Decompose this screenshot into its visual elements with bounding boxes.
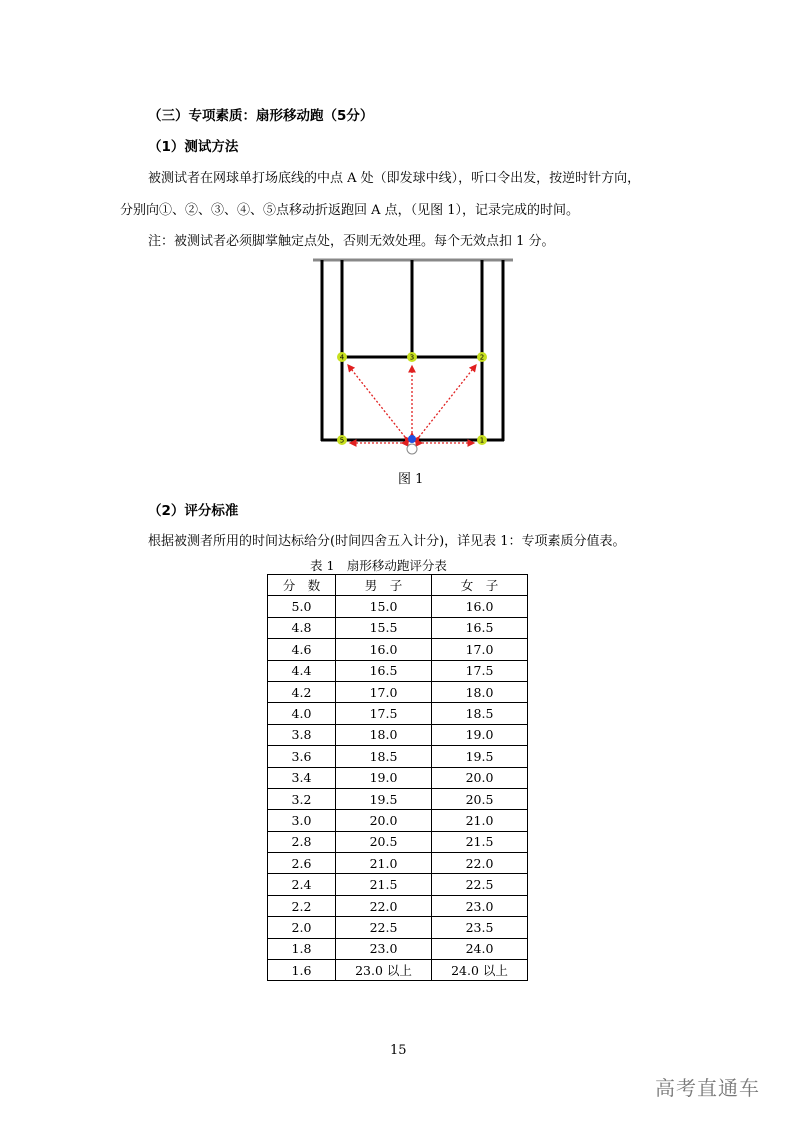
- point-1-label: 1: [479, 436, 485, 445]
- table-row: [268, 810, 528, 831]
- movement-arrows: [348, 365, 476, 443]
- male-time-cell: 15.0: [336, 596, 432, 617]
- score-cell: 4.0: [268, 703, 336, 724]
- table-row: [268, 853, 528, 874]
- male-time-cell: 16.0: [336, 639, 432, 660]
- score-cell: 3.0: [268, 810, 336, 831]
- male-time-cell: 20.5: [336, 831, 432, 852]
- table-row: [268, 596, 528, 617]
- point-2-label: 2: [479, 353, 485, 362]
- header-score: 分 数: [268, 575, 336, 596]
- table-header-row: [268, 575, 528, 596]
- point-3-label: 3: [409, 353, 415, 362]
- female-time-cell: 24.0 以上: [432, 960, 528, 981]
- table-row: [268, 767, 528, 788]
- male-time-cell: 21.5: [336, 874, 432, 895]
- score-cell: 2.2: [268, 895, 336, 916]
- paragraph-line: 分别向①、②、③、④、⑤点移动折返跑回 A 点，（见图 1），记录完成的时间。: [120, 203, 580, 218]
- point-5-label: 5: [339, 436, 345, 445]
- female-time-cell: 20.0: [432, 767, 528, 788]
- start-point-a: [408, 435, 416, 443]
- score-table: [267, 574, 528, 981]
- table-row: [268, 703, 528, 724]
- score-cell: 2.8: [268, 831, 336, 852]
- table-row: [268, 660, 528, 681]
- player-marker: [407, 444, 417, 454]
- male-time-cell: 16.5: [336, 660, 432, 681]
- note-text: 注：被测试者必须脚掌触定点处，否则无效处理。每个无效点扣 1 分。: [148, 234, 555, 249]
- female-time-cell: 16.5: [432, 617, 528, 638]
- point-4-label: 4: [339, 353, 345, 362]
- score-cell: 4.6: [268, 639, 336, 660]
- male-time-cell: 17.0: [336, 681, 432, 702]
- table-row: [268, 724, 528, 745]
- female-time-cell: 18.0: [432, 681, 528, 702]
- male-time-cell: 18.5: [336, 746, 432, 767]
- male-time-cell: 22.0: [336, 895, 432, 916]
- watermark: 高考直通车: [655, 1076, 760, 1100]
- table-row: [268, 960, 528, 981]
- score-cell: 5.0: [268, 596, 336, 617]
- score-cell: 2.6: [268, 853, 336, 874]
- paragraph-line: 被测试者在网球单打场底线的中点 A 处（即发球中线），听口令出发，按逆时针方向，: [148, 171, 641, 186]
- male-time-cell: 23.0 以上: [336, 960, 432, 981]
- female-time-cell: 16.0: [432, 596, 528, 617]
- female-time-cell: 21.5: [432, 831, 528, 852]
- table-row: [268, 895, 528, 916]
- female-time-cell: 21.0: [432, 810, 528, 831]
- female-time-cell: 23.5: [432, 917, 528, 938]
- table-row: [268, 746, 528, 767]
- male-time-cell: 22.5: [336, 917, 432, 938]
- female-time-cell: 24.0: [432, 938, 528, 959]
- table-row: [268, 938, 528, 959]
- score-cell: 4.8: [268, 617, 336, 638]
- paragraph-line: 根据被测者所用的时间达标给分(时间四舍五入计分)，详见表 1：专项素质分值表。: [148, 534, 626, 549]
- female-time-cell: 17.0: [432, 639, 528, 660]
- table-row: [268, 788, 528, 809]
- male-time-cell: 18.0: [336, 724, 432, 745]
- male-time-cell: 19.5: [336, 788, 432, 809]
- header-male: 男 子: [336, 575, 432, 596]
- subsection-title-scoring: （2）评分标准: [148, 503, 239, 519]
- score-cell: 3.4: [268, 767, 336, 788]
- subsection-title-test-method: （1）测试方法: [148, 139, 239, 155]
- table-row: [268, 831, 528, 852]
- male-time-cell: 23.0: [336, 938, 432, 959]
- male-time-cell: 21.0: [336, 853, 432, 874]
- header-female: 女 子: [432, 575, 528, 596]
- female-time-cell: 22.0: [432, 853, 528, 874]
- table-row: [268, 874, 528, 895]
- table-row: [268, 639, 528, 660]
- table-row: [268, 917, 528, 938]
- score-cell: 4.4: [268, 660, 336, 681]
- male-time-cell: 17.5: [336, 703, 432, 724]
- score-cell: 3.2: [268, 788, 336, 809]
- court-lines: [321, 260, 504, 441]
- section-heading: （三）专项素质：扇形移动跑（5分）: [148, 108, 374, 124]
- score-cell: 2.4: [268, 874, 336, 895]
- score-cell: 4.2: [268, 681, 336, 702]
- male-time-cell: 20.0: [336, 810, 432, 831]
- female-time-cell: 19.0: [432, 724, 528, 745]
- score-cell: 3.8: [268, 724, 336, 745]
- page-number: 15: [390, 1043, 407, 1058]
- table-row: [268, 617, 528, 638]
- score-cell: 2.0: [268, 917, 336, 938]
- female-time-cell: 18.5: [432, 703, 528, 724]
- female-time-cell: 17.5: [432, 660, 528, 681]
- female-time-cell: 23.0: [432, 895, 528, 916]
- table-caption: 表 1 扇形移动跑评分表: [310, 558, 447, 573]
- score-cell: 1.8: [268, 938, 336, 959]
- female-time-cell: 19.5: [432, 746, 528, 767]
- male-time-cell: 19.0: [336, 767, 432, 788]
- female-time-cell: 20.5: [432, 788, 528, 809]
- score-cell: 3.6: [268, 746, 336, 767]
- figure-caption: 图 1: [398, 472, 424, 487]
- score-cell: 1.6: [268, 960, 336, 981]
- court-diagram: [0, 0, 794, 500]
- table-row: [268, 681, 528, 702]
- female-time-cell: 22.5: [432, 874, 528, 895]
- male-time-cell: 15.5: [336, 617, 432, 638]
